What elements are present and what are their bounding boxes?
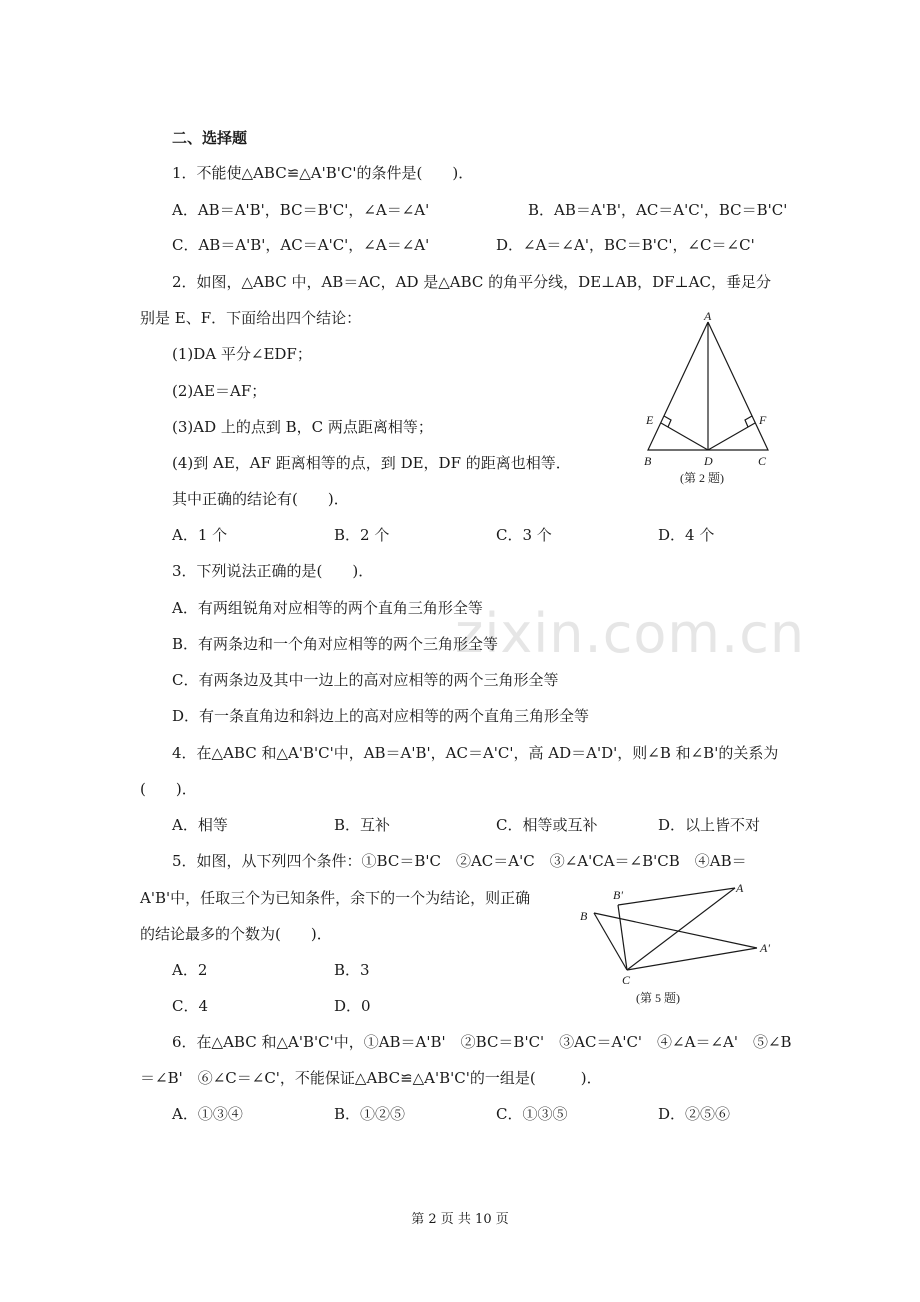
q2-conclusion-2: (2)AE＝AF；: [172, 382, 267, 400]
q3-option-c: C．有两条边及其中一边上的高对应相等的两个三角形全等: [172, 671, 559, 689]
q5-segment-b1c: [618, 905, 627, 970]
q5-segment-b1a: [618, 888, 735, 905]
q3-option-b: B．有两条边和一个角对应相等的两个三角形全等: [172, 635, 499, 653]
q1-option-a: A．AB＝A'B'，BC＝B'C'，∠A＝∠A': [172, 201, 430, 219]
q5-option-b: B．3: [334, 961, 370, 979]
q5-label-a1: A': [760, 941, 770, 955]
q2-label-c: C: [758, 454, 767, 468]
q5-stem-line2: A'B'中，任取三个为已知条件，余下的一个为结论，则正确: [140, 889, 531, 907]
q5-option-c: C．4: [172, 997, 209, 1015]
q6-option-a: A．①③④: [172, 1105, 243, 1123]
q2-option-c: C．3 个: [496, 526, 552, 544]
q3-option-a: A．有两组锐角对应相等的两个直角三角形全等: [172, 599, 483, 617]
q4-stem-line2: ( )．: [140, 780, 197, 798]
q4-option-c: C．相等或互补: [496, 816, 598, 834]
q2-stem-line1: 2．如图，△ABC 中，AB＝AC，AD 是△ABC 的角平分线，DE⊥AB，DF⊥AC，垂足分: [172, 273, 771, 291]
q2-stem-line2: 别是 E、F．下面给出四个结论：: [140, 309, 362, 327]
q2-conclusion-3: (3)AD 上的点到 B，C 两点距离相等；: [172, 418, 433, 436]
q4-option-a: A．相等: [172, 816, 228, 834]
q6-option-d: D．②⑤⑥: [658, 1105, 731, 1123]
q5-stem-line1: 5．如图，从下列四个条件：①BC＝B'C ②AC＝A'C ③∠A'CA＝∠B'CB ④AB＝: [172, 852, 747, 870]
q1-option-c: C．AB＝A'B'，AC＝A'C'，∠A＝∠A': [172, 236, 430, 254]
q1-stem: 1．不能使△ABC≌△A'B'C'的条件是( )．: [172, 164, 474, 182]
q3-stem: 3．下列说法正确的是( )．: [172, 562, 374, 580]
q5-segment-ba1: [594, 913, 757, 948]
q2-label-d: D: [704, 454, 713, 468]
q2-figure: [630, 310, 790, 492]
watermark: zixin.com.cn: [455, 602, 806, 665]
q1-option-b: B．AB＝A'B'，AC＝A'C'，BC＝B'C': [528, 201, 788, 219]
q6-stem-line1: 6．在△ABC 和△A'B'C'中，①AB＝A'B' ②BC＝B'C' ③AC＝A'C' ④∠A＝∠A' ⑤∠B: [172, 1033, 792, 1051]
q5-figure: [570, 878, 790, 1010]
q4-option-d: D．以上皆不对: [658, 816, 761, 834]
q2-option-d: D．4 个: [658, 526, 715, 544]
q2-segment-df: [708, 423, 755, 450]
q5-label-b: B: [580, 909, 588, 923]
q4-option-b: B．互补: [334, 816, 391, 834]
q3-option-d: D．有一条直角边和斜边上的高对应相等的两个直角三角形全等: [172, 707, 590, 725]
q2-conclusion-1: (1)DA 平分∠EDF；: [172, 345, 312, 363]
q5-label-a: A: [736, 881, 744, 895]
q2-conclusion-4: (4)到 AE，AF 距离相等的点，到 DE，DF 的距离也相等．: [172, 454, 571, 472]
q2-option-b: B．2 个: [334, 526, 390, 544]
q6-option-b: B．①②⑤: [334, 1105, 406, 1123]
q2-label-a: A: [704, 310, 712, 323]
q5-label-c: C: [622, 973, 631, 987]
q1-option-d: D．∠A＝∠A'，BC＝B'C'，∠C＝∠C': [496, 236, 755, 254]
q5-option-d: D．0: [334, 997, 371, 1015]
q5-segment-bc: [594, 913, 627, 970]
q5-label-b1: B': [613, 888, 623, 902]
q2-label-f: F: [759, 413, 767, 427]
q6-option-c: C．①③⑤: [496, 1105, 568, 1123]
q5-segment-ca: [627, 888, 735, 970]
q5-figure-caption: (第 5 题): [636, 991, 680, 1005]
page-footer: 第 2 页 共 10 页: [411, 1212, 509, 1227]
q2-question: 其中正确的结论有( )．: [172, 490, 349, 508]
section-title: 二、选择题: [172, 129, 248, 147]
q5-segment-ca1: [627, 948, 757, 970]
q2-label-e: E: [646, 413, 654, 427]
q4-stem-line1: 4．在△ABC 和△A'B'C'中，AB＝A'B'，AC＝A'C'，高 AD＝A'D'，则∠B 和∠B'的关系为: [172, 744, 779, 762]
q5-option-a: A．2: [172, 961, 208, 979]
q2-label-b: B: [644, 454, 652, 468]
q2-option-a: A．1 个: [172, 526, 228, 544]
q2-segment-de: [661, 423, 708, 450]
q5-stem-line3: 的结论最多的个数为( )．: [140, 925, 332, 943]
q2-figure-caption: (第 2 题): [680, 471, 724, 485]
q6-stem-line2: ＝∠B' ⑥∠C＝∠C'，不能保证△ABC≌△A'B'C'的一组是( )．: [140, 1069, 602, 1087]
